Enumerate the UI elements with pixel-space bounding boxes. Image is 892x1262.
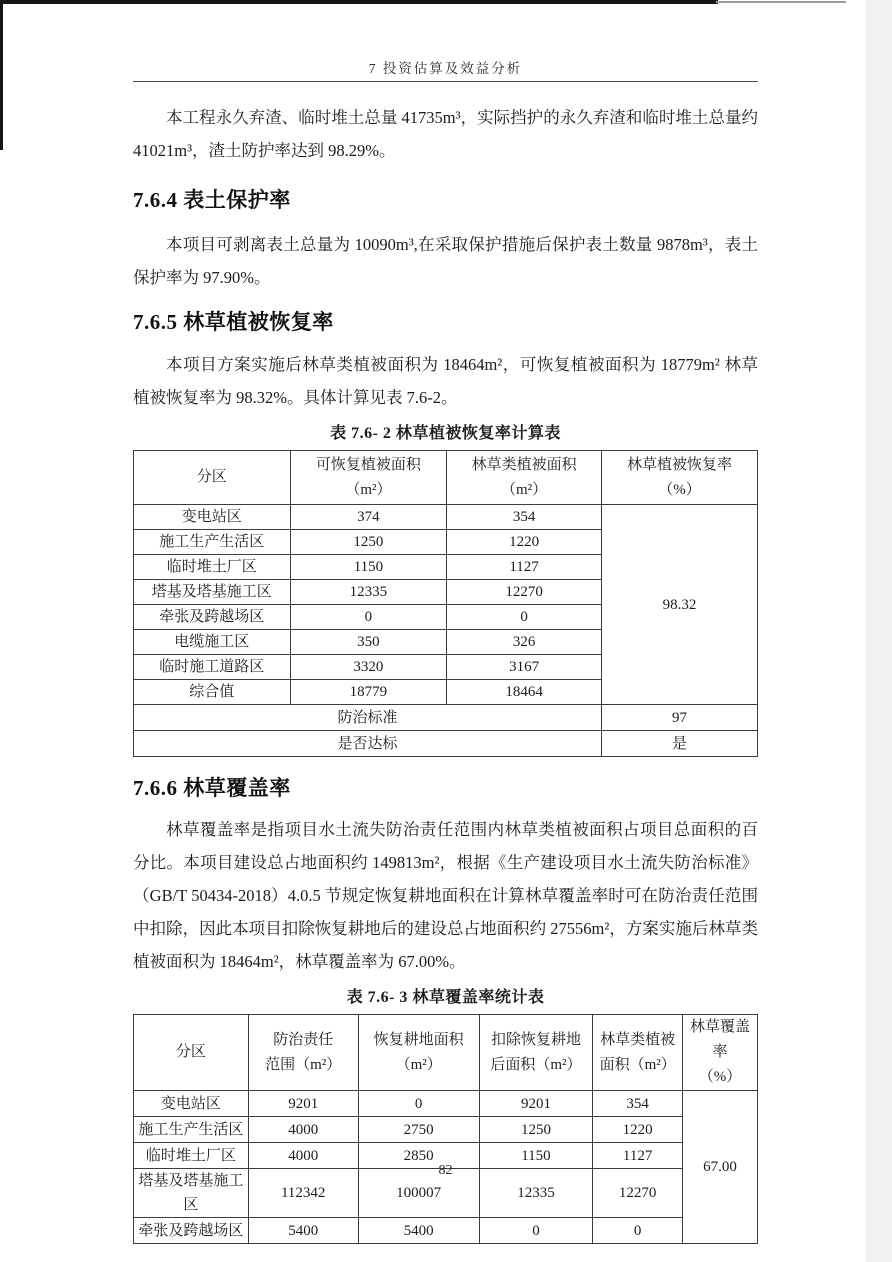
value-cell: 1150 [290, 555, 447, 580]
zone-cell: 变电站区 [134, 505, 291, 530]
header-unit: 面积（m²） [599, 1056, 676, 1073]
value-cell: 4000 [248, 1117, 358, 1143]
header-label: 林草类植被面积 [471, 456, 577, 473]
value-cell: 0 [290, 605, 447, 630]
table-row [134, 1218, 758, 1244]
table2-caption: 表 7.6- 2 林草植被恢复率计算表 [330, 425, 561, 442]
value-cell: 374 [290, 505, 447, 530]
value-cell: 0 [593, 1218, 683, 1244]
table3-caption: 表 7.6- 3 林草覆盖率统计表 [346, 989, 545, 1006]
value-cell: 1220 [593, 1117, 683, 1143]
header-label: 扣除恢复耕地 [490, 1031, 581, 1048]
header-label: 可恢复植被面积 [315, 456, 421, 473]
table-header-cell [134, 451, 291, 505]
value-cell: 18464 [447, 680, 602, 705]
table-header-cell [248, 1015, 358, 1091]
scan-edge-right [866, 0, 892, 1262]
value-cell: 12270 [447, 580, 602, 605]
value-cell: 326 [447, 630, 602, 655]
value-cell: 5400 [358, 1218, 479, 1244]
value-cell: 0 [479, 1218, 593, 1244]
paragraph-topsoil-protection: 本项目可剥离表土总量为 10090m³,在采取保护措施后保护表土数量 9878m³，表土保护率为 97.90%。 [133, 235, 758, 287]
zone-cell: 电缆施工区 [134, 630, 291, 655]
value-cell: 9201 [248, 1091, 358, 1117]
table-row [134, 505, 758, 530]
table-header-row [134, 451, 758, 505]
coverage-rate-merged-cell: 67.00 [683, 1091, 758, 1244]
header-divider [133, 81, 758, 82]
recovery-rate-merged-cell: 98.32 [601, 505, 757, 705]
value-cell: 12270 [593, 1169, 683, 1218]
zone-cell: 综合值 [134, 680, 291, 705]
zone-cell: 塔基及塔基施工区 [134, 580, 291, 605]
zone-cell: 临时堆土厂区 [134, 555, 291, 580]
paragraph-waste-protection: 本工程永久弃渣、临时堆土总量 41735m³，实际挡护的永久弃渣和临时堆土总量约 41021m³，渣土防护率达到 98.29%。 [133, 108, 758, 160]
value-cell: 18779 [290, 680, 447, 705]
table-header-cell [134, 1015, 249, 1091]
paragraph-vegetation-coverage: 林草覆盖率是指项目水土流失防治责任范围内林草类植被面积占项目总面积的百分比。本项目建设总占地面积约 149813m²，根据《生产建设项目水土流失防治标准》（GB/T 50434-2018）4.0.5 节规定恢复耕地面积在计算林草覆盖率时可在防治责任范围中扣除，因此本项目扣除恢复耕地后的建设总占地面积约 27556m²，方案实施后林草类植被面积为 18464m²，林草覆盖率为 67.00%。 [133, 820, 758, 971]
header-unit: （%） [658, 481, 701, 498]
header-label: 分区 [196, 469, 227, 485]
page-header [133, 0, 758, 81]
value-cell: 2850 [358, 1143, 479, 1169]
table-header-cell [358, 1015, 479, 1091]
value-cell: 0 [358, 1091, 479, 1117]
zone-cell: 临时施工道路区 [134, 655, 291, 680]
value-cell: 1150 [479, 1143, 593, 1169]
value-cell: 3320 [290, 655, 447, 680]
page-content [133, 101, 758, 1244]
zone-cell: 临时堆土厂区 [134, 1143, 249, 1169]
header-unit: （m²） [345, 481, 392, 498]
page-number: 82 [438, 1163, 453, 1178]
header-unit: 范围（m²） [265, 1056, 342, 1073]
value-cell: 354 [593, 1091, 683, 1117]
zone-cell: 变电站区 [134, 1091, 249, 1117]
table-header-cell [447, 451, 602, 505]
value-cell: 1127 [593, 1143, 683, 1169]
header-label: 林草植被恢复率 [626, 456, 732, 473]
header-unit: （m²） [395, 1056, 442, 1073]
value-cell: 2750 [358, 1117, 479, 1143]
section-heading-764: 7.6.4 表土保护率 [133, 188, 291, 212]
vegetation-recovery-table [133, 450, 758, 757]
scan-edge-top [0, 0, 718, 4]
value-cell: 354 [447, 505, 602, 530]
value-cell: 1250 [479, 1117, 593, 1143]
zone-cell: 牵张及跨越场区 [134, 605, 291, 630]
table-header-cell [290, 451, 447, 505]
compliance-value-cell: 是 [601, 731, 757, 757]
vegetation-coverage-table [133, 1014, 758, 1244]
header-label: 分区 [175, 1044, 206, 1060]
value-cell: 350 [290, 630, 447, 655]
table-header-cell [593, 1015, 683, 1091]
table-row [134, 1091, 758, 1117]
table-header-cell [683, 1015, 758, 1091]
scan-edge-top-faint [716, 1, 846, 3]
value-cell: 3167 [447, 655, 602, 680]
table-row [134, 1117, 758, 1143]
value-cell: 1250 [290, 530, 447, 555]
compliance-row [134, 731, 758, 757]
standard-row [134, 705, 758, 731]
table-header-row [134, 1015, 758, 1091]
header-label: 恢复耕地面积 [373, 1031, 464, 1048]
value-cell: 0 [447, 605, 602, 630]
header-unit: （%） [698, 1069, 742, 1085]
scan-edge-left [0, 0, 3, 150]
value-cell: 12335 [479, 1169, 593, 1218]
compliance-label-cell: 是否达标 [134, 731, 602, 757]
value-cell: 100007 [358, 1169, 479, 1218]
table-header-cell [601, 451, 757, 505]
value-cell: 12335 [290, 580, 447, 605]
zone-cell: 施工生产生活区 [134, 530, 291, 555]
header-unit: （m²） [501, 481, 548, 498]
section-heading-765: 7.6.5 林草植被恢复率 [133, 310, 334, 334]
value-cell: 1127 [447, 555, 602, 580]
header-unit: 后面积（m²） [490, 1056, 582, 1073]
value-cell: 5400 [248, 1218, 358, 1244]
value-cell: 9201 [479, 1091, 593, 1117]
header-label: 林草类植被 [600, 1031, 676, 1048]
zone-cell: 施工生产生活区 [134, 1117, 249, 1143]
header-label: 林草覆盖率 [690, 1019, 751, 1060]
section-heading-766: 7.6.6 林草覆盖率 [133, 776, 291, 800]
header-label: 防治责任 [273, 1031, 334, 1048]
standard-label-cell: 防治标准 [134, 705, 602, 731]
standard-value-cell: 97 [601, 705, 757, 731]
zone-cell: 牵张及跨越场区 [134, 1218, 249, 1244]
table-header-cell [479, 1015, 593, 1091]
running-header-title: 7 投资估算及效益分析 [368, 61, 523, 76]
paragraph-vegetation-recovery: 本项目方案实施后林草类植被面积为 18464m²，可恢复植被面积为 18779m² 林草植被恢复率为 98.32%。具体计算见表 7.6-2。 [133, 355, 758, 407]
value-cell: 112342 [248, 1169, 358, 1218]
zone-cell: 塔基及塔基施工区 [134, 1169, 249, 1218]
value-cell: 4000 [248, 1143, 358, 1169]
value-cell: 1220 [447, 530, 602, 555]
